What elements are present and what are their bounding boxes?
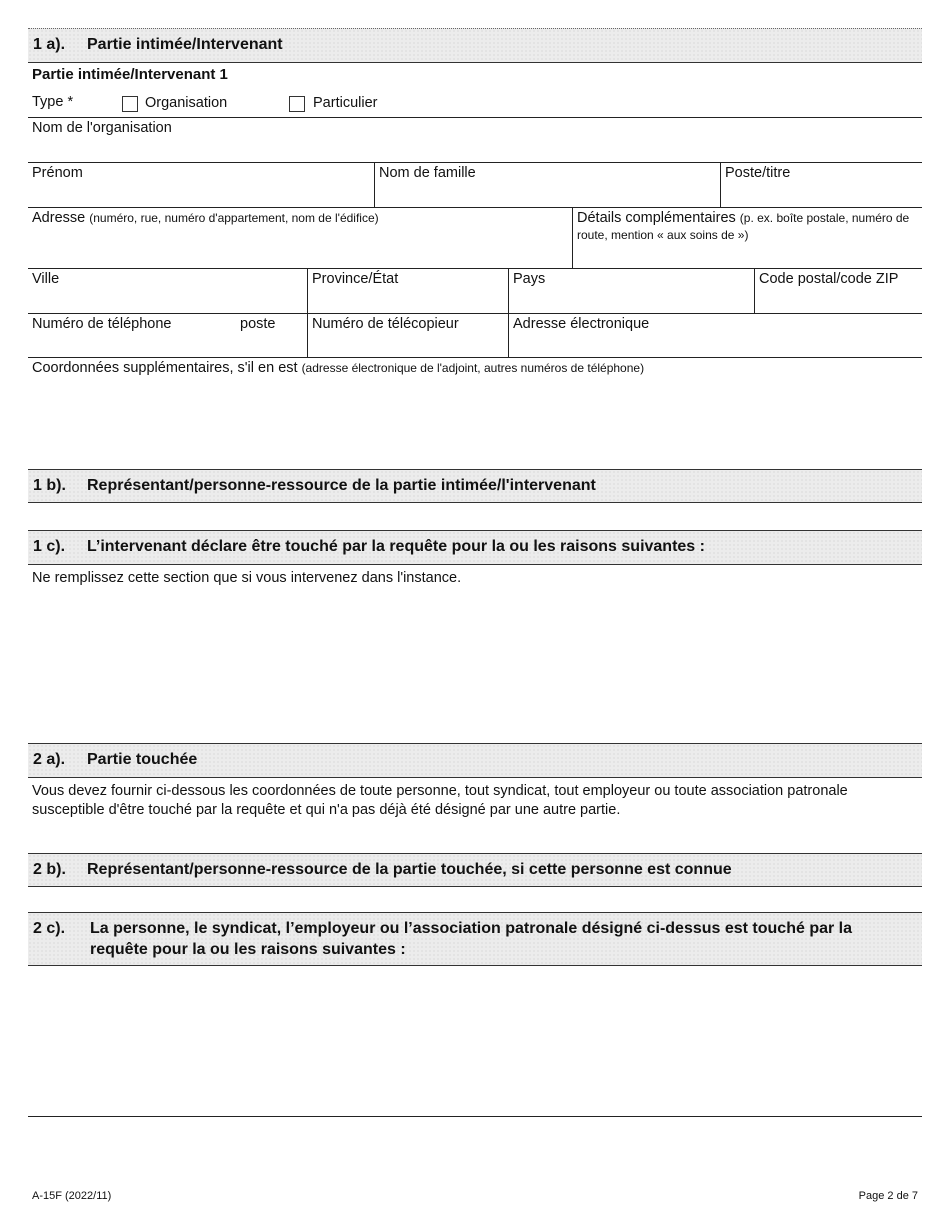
organisation-label: Organisation	[145, 95, 228, 111]
position-field[interactable]: Poste/titre	[725, 165, 791, 181]
first-name-field[interactable]: Prénom	[32, 165, 83, 181]
email-field[interactable]: Adresse électronique	[513, 316, 650, 332]
province-field[interactable]: Province/État	[312, 271, 399, 287]
section-2c-title-line1: La personne, le syndicat, l’employeur ou l’association patronale désigné ci-dessus est touché par la	[90, 920, 852, 937]
last-name-field[interactable]: Nom de famille	[379, 165, 476, 181]
section-1a-number: 1 a).	[33, 36, 66, 53]
form-id: A-15F (2022/11)	[32, 1190, 112, 1202]
phone-field[interactable]: Numéro de téléphone	[32, 316, 172, 332]
section-1c-title: L’intervenant déclare être touché par la requête pour la ou les raisons suivantes :	[87, 538, 705, 555]
section-2c-title-line2: requête pour la ou les raisons suivantes :	[90, 941, 406, 958]
section-2b-title: Représentant/personne-ressource de la partie touchée, si cette personne est connue	[87, 861, 732, 878]
extra-contact-label: Coordonnées supplémentaires, s'il en est	[32, 360, 298, 376]
section-1a-header	[28, 28, 922, 63]
section-2a-title: Partie touchée	[87, 751, 198, 768]
address-label: Adresse	[32, 210, 86, 226]
address-hint: (numéro, rue, numéro d'appartement, nom de l'édifice)	[89, 211, 379, 225]
address-field[interactable]	[32, 210, 379, 226]
page-number: Page 2 de 7	[858, 1190, 918, 1202]
details-field[interactable]	[577, 210, 917, 244]
organisation-checkbox[interactable]	[122, 96, 138, 112]
section-1c-number: 1 c).	[33, 538, 66, 555]
particulier-label: Particulier	[313, 95, 378, 111]
phone-extension-field[interactable]: poste	[240, 316, 276, 332]
type-label: Type *	[32, 94, 74, 110]
section-1c-note: Ne remplissez cette section que si vous intervenez dans l'instance.	[32, 570, 462, 586]
divider	[28, 357, 922, 358]
divider	[28, 313, 922, 314]
particulier-checkbox[interactable]	[289, 96, 305, 112]
section-2b-number: 2 b).	[33, 861, 66, 878]
divider	[572, 207, 573, 268]
details-hint: (p. ex. boîte postale, numéro de route, mention « aux soins de »)	[577, 211, 910, 242]
section-2a-note: Vous devez fournir ci-dessous les coordonnées de toute personne, tout syndicat, tout employeur ou toute association patronale susceptible d'être touché par la requête et qui n'a pas déjà été désigné par une autre partie.	[32, 783, 848, 818]
country-field[interactable]: Pays	[513, 271, 546, 287]
postal-code-field[interactable]: Code postal/code ZIP	[759, 271, 899, 287]
divider	[28, 207, 922, 208]
divider	[28, 268, 922, 269]
section-1a-title: Partie intimée/Intervenant	[87, 36, 283, 53]
section-2a-number: 2 a).	[33, 751, 66, 768]
fax-field[interactable]: Numéro de télécopieur	[312, 316, 459, 332]
section-1b-header	[28, 469, 922, 503]
section-2b-header	[28, 853, 922, 887]
extra-contact-hint: (adresse électronique de l'adjoint, autres numéros de téléphone)	[301, 361, 645, 375]
section-2a-header	[28, 743, 922, 778]
section-1b-title: Représentant/personne-ressource de la partie intimée/l'intervenant	[87, 477, 596, 494]
divider	[720, 162, 721, 207]
divider	[754, 268, 755, 313]
section-2c-header	[28, 912, 922, 966]
org-name-field[interactable]: Nom de l'organisation	[32, 120, 172, 136]
divider	[28, 162, 922, 163]
extra-contact-field[interactable]	[32, 360, 644, 376]
section-1c-header	[28, 530, 922, 565]
details-label: Détails complémentaires	[577, 210, 736, 226]
divider	[28, 117, 922, 118]
divider	[374, 162, 375, 207]
city-field[interactable]: Ville	[32, 271, 60, 287]
section-1b-number: 1 b).	[33, 477, 66, 494]
bottom-rule	[28, 1116, 922, 1117]
section-2c-number: 2 c).	[33, 920, 66, 937]
party-subtitle: Partie intimée/Intervenant 1	[32, 66, 228, 83]
form-page	[28, 0, 922, 1230]
